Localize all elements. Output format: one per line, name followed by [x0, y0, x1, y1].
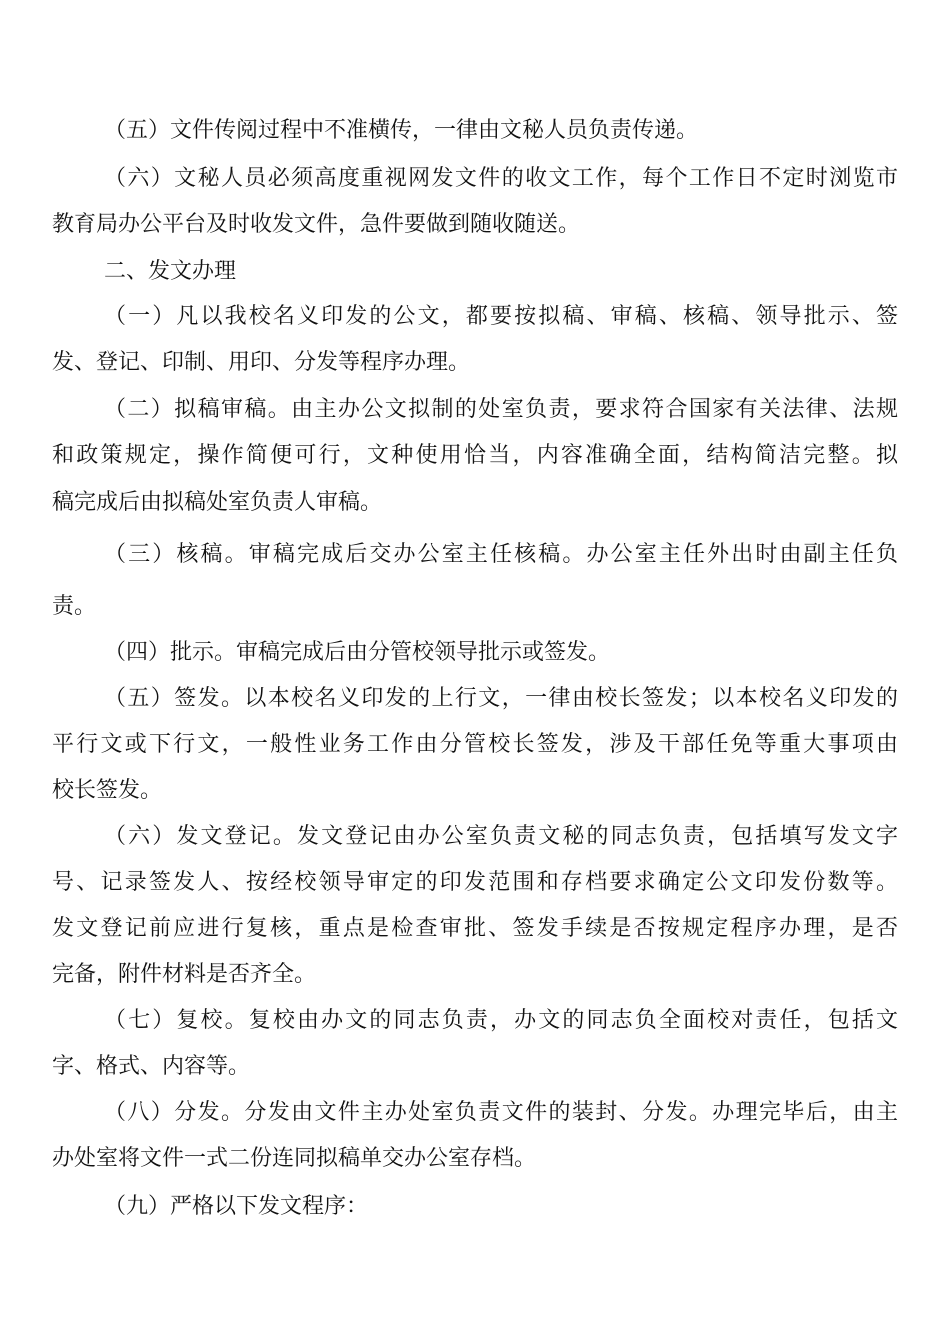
paragraph-line: （三）核稿。审稿完成后交办公室主任核稿。办公室主任外出时由副主任负 — [104, 542, 898, 567]
paragraph-line: （一）凡以我校名义印发的公文，都要按拟稿、审稿、核稿、领导批示、签 — [104, 304, 898, 329]
paragraph-line: 教育局办公平台及时收发文件，急件要做到随收随送。 — [52, 212, 581, 237]
paragraph-line: （九）严格以下发文程序： — [104, 1194, 369, 1219]
paragraph-line: 发、登记、印制、用印、分发等程序办理。 — [52, 350, 471, 375]
paragraph-line: 稿完成后由拟稿处室负责人审稿。 — [52, 490, 383, 515]
paragraph-line: （二）拟稿审稿。由主办公文拟制的处室负责，要求符合国家有关法律、法规 — [104, 397, 898, 422]
paragraph-line: （七）复校。复校由办文的同志负责，办文的同志负全面校对责任，包括文 — [104, 1008, 898, 1033]
paragraph-line: 平行文或下行文，一般性业务工作由分管校长签发，涉及干部任免等重大事项由 — [52, 732, 898, 757]
paragraph-line: 发文登记前应进行复核，重点是检查审批、签发手续是否按规定程序办理，是否 — [52, 916, 898, 941]
section-heading: 二、发文办理 — [104, 259, 237, 284]
paragraph-line: （五）文件传阅过程中不准横传，一律由文秘人员负责传递。 — [104, 118, 699, 143]
paragraph-line: （六）文秘人员必须高度重视网发文件的收文工作，每个工作日不定时浏览市 — [104, 166, 898, 191]
paragraph-line: 字、格式、内容等。 — [52, 1054, 251, 1079]
paragraph-line: （五）签发。以本校名义印发的上行文，一律由校长签发；以本校名义印发的 — [104, 686, 898, 711]
paragraph-line: 责。 — [52, 594, 97, 619]
paragraph-line: 办处室将文件一式二份连同拟稿单交办公室存档。 — [52, 1146, 537, 1171]
paragraph-line: （八）分发。分发由文件主办处室负责文件的装封、分发。办理完毕后，由主 — [104, 1100, 898, 1125]
paragraph-line: 号、记录签发人、按经校领导审定的印发范围和存档要求确定公文印发份数等。 — [52, 870, 898, 895]
paragraph-line: （四）批示。审稿完成后由分管校领导批示或签发。 — [104, 640, 611, 665]
paragraph-line: 和政策规定，操作简便可行，文种使用恰当，内容准确全面，结构简洁完整。拟 — [52, 443, 898, 468]
paragraph-line: （六）发文登记。发文登记由办公室负责文秘的同志负责，包括填写发文字 — [104, 824, 898, 849]
paragraph-line: 完备，附件材料是否齐全。 — [52, 962, 317, 987]
paragraph-line: 校长签发。 — [52, 778, 163, 803]
